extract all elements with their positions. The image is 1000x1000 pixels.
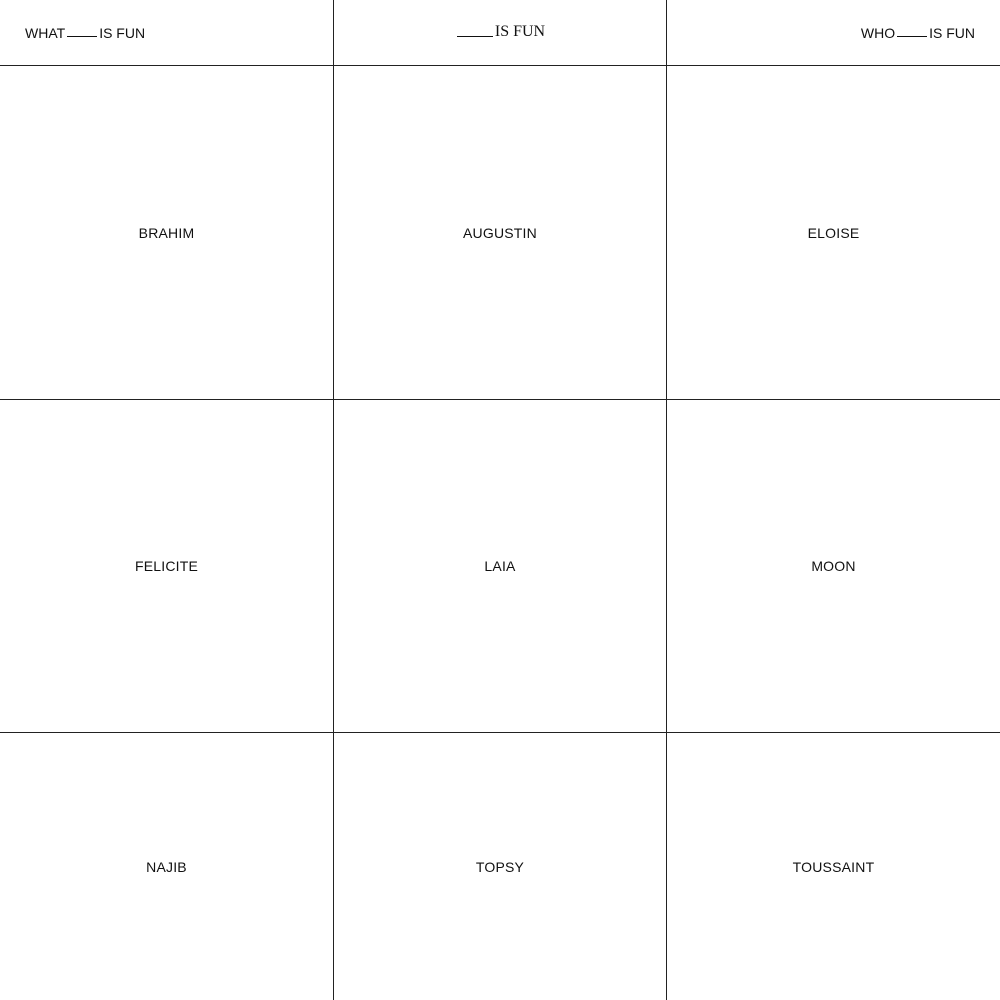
cell-label: MOON [811, 558, 856, 574]
nav-what-is-fun[interactable] [0, 0, 333, 65]
names-grid [0, 66, 1000, 1000]
grid-cell-topsy[interactable] [333, 732, 666, 1000]
cell-label: TOPSY [475, 858, 525, 875]
grid-cell-eloise[interactable] [666, 66, 1000, 399]
cell-label: BRAHIM [138, 224, 195, 241]
nav-center-suffix: IS FUN [494, 23, 546, 40]
cell-label: LAIA [484, 558, 516, 574]
grid-cell-toussaint[interactable] [666, 732, 1000, 1000]
nav-who-suffix: IS FUN [929, 24, 975, 41]
nav-who-is-fun[interactable] [666, 0, 1000, 65]
cell-label: NAJIB [146, 858, 187, 875]
cell-label: ELOISE [807, 224, 860, 241]
cell-label: AUGUSTIN [463, 224, 537, 241]
grid-cell-brahim[interactable] [0, 66, 333, 399]
blank-line [457, 23, 493, 37]
blank-line [897, 24, 927, 37]
grid-cell-najib[interactable] [0, 732, 333, 1000]
cell-label: FELICITE [134, 558, 199, 574]
nav-what-suffix: IS FUN [99, 24, 146, 41]
grid-cell-felicite[interactable] [0, 399, 333, 732]
nav-what-label: WHAT [25, 24, 66, 41]
nav-who-label: WHO [860, 24, 896, 41]
header-nav [0, 0, 1000, 66]
cell-label: TOUSSAINT [792, 858, 875, 875]
grid-cell-laia[interactable] [333, 399, 666, 732]
blank-line [67, 24, 97, 37]
grid-cell-augustin[interactable] [333, 66, 666, 399]
nav-is-fun[interactable] [333, 0, 666, 65]
grid-cell-moon[interactable] [666, 399, 1000, 732]
